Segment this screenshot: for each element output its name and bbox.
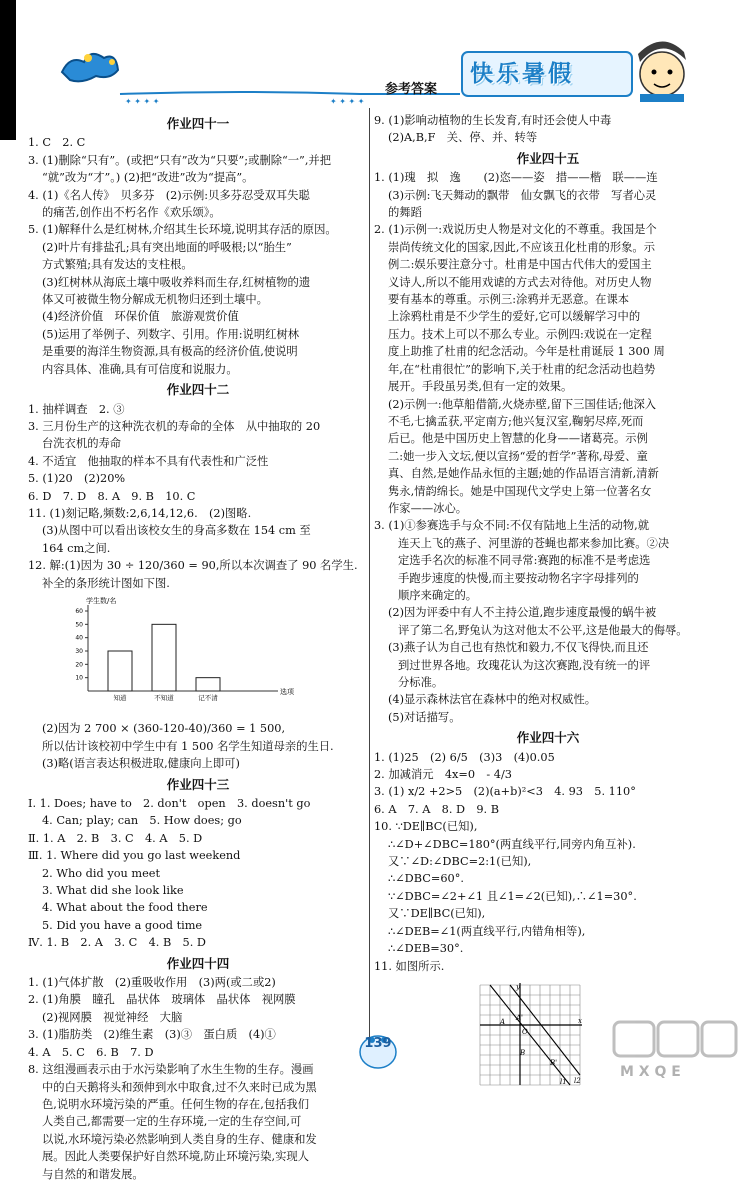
answer-line: 3. (1)删除“只有”。(或把“只有”改为“只要”;或删除“一”,并把	[28, 153, 332, 167]
figure-label: x	[578, 1016, 582, 1025]
column-divider	[369, 108, 370, 1038]
answer-line: 的痛苦,创作出不朽名作《欢乐颂》。	[42, 206, 221, 220]
bar-chart	[58, 595, 318, 711]
answer-line: 与自然的和谐发展。	[42, 1167, 144, 1181]
right-answer-column	[374, 112, 722, 1108]
answer-line: (4)显示森林法官在森林中的绝对权威性。	[388, 693, 597, 707]
answer-line: 以说,水环境污染必然影响到人类自身的生存、健康和发	[42, 1132, 317, 1146]
page-number: 139	[364, 1036, 392, 1051]
answer-line: 分标准。	[398, 676, 444, 689]
answer-line: 4. A 5. C 6. B 7. D	[28, 1045, 154, 1059]
answer-line: 后已。他是中国历史上智慧的化身——诸葛亮。示例	[388, 432, 648, 446]
answer-line: 4. Can; play; can 5. How does; go	[42, 814, 242, 828]
answer-line: 定选手名次的标准不同寻常:赛跑的标准不是考虑选	[398, 554, 651, 568]
answer-line: 隽永,情韵绵长。她是中国现代文学史上第一位著名女	[388, 484, 652, 498]
answer-line: Ⅳ. 1. B 2. A 3. C 4. B 5. D	[28, 936, 206, 950]
y-tick-label: 10	[75, 674, 83, 682]
answer-line: 4. What about the food there	[42, 901, 208, 915]
answer-line: 3. What did she look like	[42, 884, 184, 898]
answer-line: 补全的条形统计图如下图.	[42, 576, 170, 590]
figure-label: A	[500, 1017, 506, 1026]
answer-line: 压力。技术上可以不那么专业。示例四:戏说在一定程	[388, 327, 652, 341]
answer-line: 3. 三月份生产的这种洗衣机的寿命的全体 从中抽取的 20	[28, 419, 321, 433]
answer-line: 崇尚传统文化的国家,因此,不应该丑化杜甫的形象。示	[388, 240, 656, 254]
figure-label: A'	[516, 1013, 523, 1022]
answer-line: 到过世界各地。玫瑰花认为这次赛跑,没有统一的评	[398, 658, 651, 672]
figure-label: B	[520, 1048, 526, 1057]
left-answer-column	[28, 112, 368, 1183]
answer-line: 体又可被微生物分解成无机物归还到土壤中。	[42, 293, 268, 307]
answer-line: ∴∠D+∠DBC=180°(两直线平行,同旁内角互补).	[388, 837, 636, 851]
brand-logo-text: 快乐暑假	[470, 61, 574, 87]
y-tick-label: 20	[75, 661, 83, 669]
y-axis-label: 学生数/名	[86, 596, 117, 605]
category-label: 记不清	[198, 693, 218, 702]
header-left-ornament	[62, 54, 118, 82]
answer-line: 中的白天鹅将头和颈伸到水中取食,过不久来时已成为黑	[42, 1080, 317, 1094]
section-heading: 作业四十三	[166, 776, 230, 792]
answer-line: Ⅱ. 1. A 2. B 3. C 4. A 5. D	[28, 831, 203, 845]
answer-line: 5. (1)解释什么是红树林,介绍其生长环境,说明其存活的原因。	[28, 223, 337, 237]
section-heading: 作业四十五	[516, 150, 580, 166]
svg-text:✦ ✦ ✦ ✦: ✦ ✦ ✦ ✦	[125, 97, 160, 106]
y-tick-label: 60	[75, 607, 83, 615]
figure-label: B'	[550, 1058, 558, 1067]
section-heading: 作业四十一	[166, 116, 230, 131]
answer-line: 真、自然,是她作品永恒的主题;她的作品语言清新,清新	[388, 467, 659, 481]
answer-line: 展。因此人类要保护好自然环境,防止环境污染,实现人	[42, 1150, 310, 1164]
answer-line: 5. (1)20 (2)20%	[28, 472, 126, 486]
answer-line: 内容具体、准确,具有可信度和说服力。	[42, 362, 238, 376]
bar	[196, 678, 220, 691]
answer-line: 12. 解:(1)因为 30 ÷ 120/360 = 90,所以本次调查了 90 名学生.	[28, 559, 358, 573]
answer-line: (3)红树林从海底土壤中吸收养料而生存,红树植物的遗	[42, 275, 311, 289]
y-tick-label: 50	[75, 621, 83, 629]
answer-line: “就”改为“才”。) (2)把“改进”改为“提高”。	[42, 171, 254, 185]
answer-line: 164 cm之间.	[42, 541, 111, 555]
answer-line: Ⅲ. 1. Where did you go last weekend	[28, 849, 241, 863]
answer-line: 顺序来确定的。	[398, 588, 478, 602]
answer-line: 6. A 7. A 8. D 9. B	[374, 802, 500, 816]
figure-label: l2	[574, 1076, 581, 1085]
answer-line: (3)燕子认为自己也有热忱和毅力,不仅飞得快,而且还	[388, 641, 649, 655]
answer-line: 1. (1)气体扩散 (2)重吸收作用 (3)两(或二或2)	[28, 976, 276, 990]
answer-line: 1. C 2. C	[28, 136, 86, 150]
answer-line: (3)略(语言表达积极进取,健康向上即可)	[42, 757, 240, 771]
answer-line: 3. (1)①参赛选手与众不同:不仅有陆地上生活的动物,就	[374, 519, 650, 533]
figure-label: y	[516, 982, 520, 991]
answer-line: 不毛,七擒孟获,平定南方;他兴复汉室,鞠躬尽瘁,死而	[388, 414, 644, 428]
answer-line: 度上助推了杜甫的纪念活动。今年是杜甫诞辰 1 300 周	[388, 345, 665, 359]
answer-line: (2)视网膜 视觉神经 大脑	[42, 1010, 183, 1024]
answer-line: 所以估计该校初中学生中有 1 500 名学生知道母亲的生日.	[42, 739, 334, 753]
svg-text:M X Q E: M X Q E	[620, 1064, 681, 1080]
answer-line: 手跑步速度的快慢,而主要按动物名字字母排列的	[398, 571, 639, 585]
figure-label: l1	[560, 1077, 567, 1086]
y-tick-label: 30	[75, 647, 83, 655]
section-heading: 作业四十二	[166, 382, 230, 398]
answer-line: 2. 加减消元 4x=0 - 4/3	[374, 768, 512, 782]
answer-line: (4)经济价值 环保价值 旅游观赏价值	[42, 310, 239, 324]
answer-line: 作家——冰心。	[388, 501, 468, 515]
answer-line: 年,在“杜甫很忙”的影响下,关于杜甫的纪念活动也趋势	[388, 362, 656, 376]
answer-line: 色,说明水环境污染的严重。任何生物的存在,包括我们	[42, 1097, 310, 1111]
answer-line: 6. D 7. D 8. A 9. B 10. C	[28, 489, 196, 503]
category-label: 知道	[113, 693, 127, 702]
answer-line: (2)因为评委中有人不主持公道,跑步速度最慢的蜗牛被	[388, 606, 657, 620]
x-axis-label: 选项	[280, 687, 294, 696]
answer-line: 又∵DE∥BC(已知),	[388, 907, 486, 921]
section-heading: 作业四十四	[166, 955, 230, 971]
answer-line: 5. Did you have a good time	[42, 918, 203, 932]
answer-line: 8. 这组漫画表示由于水污染影响了水生生物的生存。漫画	[28, 1063, 314, 1077]
answer-line: 9. (1)影响动植物的生长发育,有时还会使人中毒	[374, 114, 612, 127]
answer-line: (2)叶片有排盐孔;具有突出地面的呼吸根;以“胎生”	[42, 240, 292, 254]
answer-line: 人类自己,都需要一定的生存环境,一定的生存空间,可	[42, 1115, 302, 1129]
answer-line: 4. 不适宜 他抽取的样本不具有代表性和广泛性	[28, 454, 269, 468]
answer-line: 上涂鸦杜甫是不少学生的爱好,它可以缓解学习中的	[388, 310, 641, 324]
answer-line: 又∵∠D:∠DBC=2:1(已知),	[388, 855, 532, 869]
watermark-logo	[610, 1018, 740, 1082]
answer-line: ∴∠DEB=∠1(两直线平行,内错角相等),	[388, 924, 586, 938]
answer-line: 是重要的海洋生物资源,具有极高的经济价值,使说明	[42, 345, 298, 359]
answer-line: ∴∠DBC=60°.	[388, 872, 464, 886]
coordinate-grid-figure	[474, 979, 586, 1099]
y-tick-label: 40	[75, 634, 83, 642]
answer-line: 1. 抽样调查 2. ③	[28, 402, 125, 416]
answer-line: 2. Who did you meet	[42, 866, 160, 880]
category-label: 不知道	[154, 693, 174, 702]
bar	[108, 651, 132, 691]
answer-line: 11. (1)刻记略,频数:2,6,14,12,6. (2)图略.	[28, 506, 252, 520]
answer-line: (2)A,B,F 关、停、并、转等	[388, 131, 538, 145]
answer-line: (5)对话描写。	[388, 710, 461, 724]
answer-line: 要有基本的尊重。示例三:涂鸦并无恶意。在课本	[388, 293, 630, 307]
answer-line: 3. (1)脂肪类 (2)维生素 (3)③ 蛋白质 (4)①	[28, 1028, 276, 1042]
bar	[152, 624, 176, 691]
answer-line: 义诗人,所以不能用戏谑的方式去对待他。对历史人物	[388, 275, 652, 289]
answer-line: 展开。手段虽另类,但有一定的效果。	[388, 380, 573, 394]
answer-line: 评了第二名,野兔认为这对他太不公平,这是他最大的侮辱。	[398, 623, 688, 637]
answer-line: 的舞蹈	[388, 206, 422, 220]
answer-line: 台洗衣机的寿命	[42, 437, 122, 451]
answer-line: (2)因为 2 700 × (360-120-40)/360 = 1 500,	[42, 722, 286, 736]
answer-line: (5)运用了举例子、列数字、引用。作用:说明红树林	[42, 327, 300, 341]
answer-line: (2)示例一:他草船借箭,火烧赤壁,留下三国佳话;他深入	[388, 397, 657, 411]
answer-line: ∵∠DBC=∠2+∠1 且∠1=∠2(已知),∴∠1=30°.	[388, 889, 637, 903]
answer-line: 例二:娱乐要注意分寸。杜甫是中国古代伟大的爱国主	[388, 258, 652, 272]
header-title: 参考答案	[385, 82, 438, 97]
answer-line: 1. (1)25 (2) 6/5 (3)3 (4)0.05	[374, 750, 555, 764]
answer-line: Ⅰ. 1. Does; have to 2. don't open 3. doesn't go	[28, 797, 311, 810]
answer-line: 二:她一步入文坛,便以宣扬“爱的哲学”著称,母爱、童	[388, 449, 648, 463]
answer-line: (3)示例:飞天舞动的飘带 仙女飘飞的衣带 写者心灵	[388, 188, 657, 202]
page-header	[0, 0, 750, 110]
answer-line: 1. (1)瑰 拟 逸 (2)恣——姿 措——楷 联——连	[374, 171, 658, 185]
answer-line: 方式繁殖;具有发达的支柱根。	[42, 258, 193, 272]
figure-label: O	[522, 1027, 528, 1036]
answer-line: ∴∠DEB=30°.	[388, 942, 464, 956]
answer-line: (3)从图中可以看出该校女生的身高多数在 154 cm 至	[42, 524, 311, 538]
svg-text:✦ ✦ ✦ ✦: ✦ ✦ ✦ ✦	[330, 97, 365, 106]
answer-line: 2. (1)角膜 瞳孔 晶状体 玻璃体 晶状体 视网膜	[28, 993, 296, 1007]
answer-line: 2. (1)示例一:戏说历史人物是对文化的不尊重。我国是个	[374, 223, 657, 237]
answer-line: 3. (1) x/2 +2>5 (2)(a+b)²<3 4. 93 5. 110°	[374, 785, 636, 799]
section-heading: 作业四十六	[516, 730, 580, 746]
answer-line: 4. (1)《名人传》 贝多芬 (2)示例:贝多芬忍受双耳失聪	[28, 188, 310, 202]
answer-line: 连天上飞的燕子、河里游的苍蝇也都来参加比赛。②决	[398, 536, 670, 550]
answer-line: 10. ∵DE∥BC(已知),	[374, 820, 478, 834]
answer-line: 11. 如图所示.	[374, 959, 445, 973]
